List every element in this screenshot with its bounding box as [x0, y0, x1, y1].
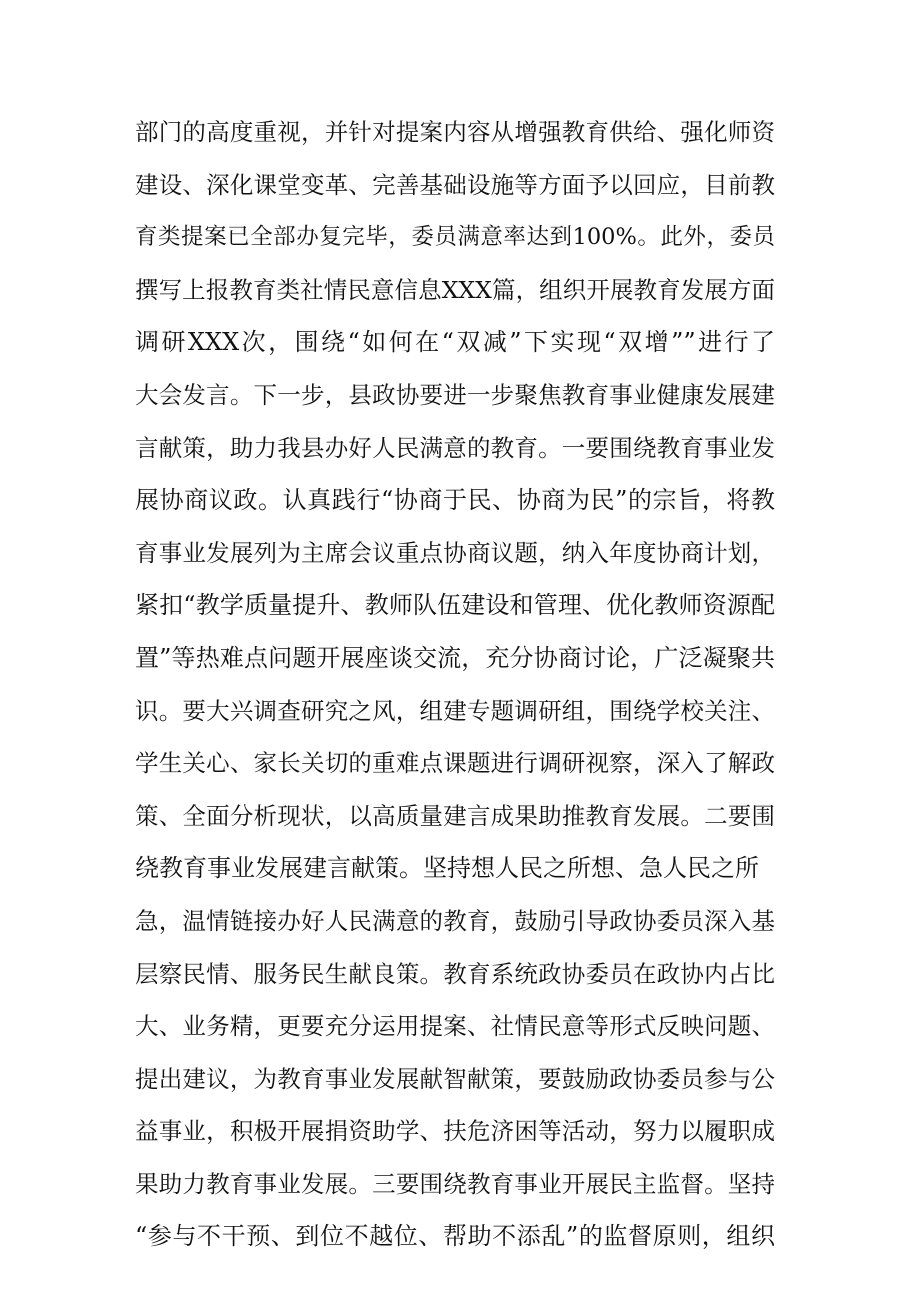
text-line-17: 层察民情、服务民生献良策。教育系统政协委员在政协内占比 — [135, 959, 775, 988]
text-line-7: 言献策，助力我县办好人民满意的教育。一要围绕教育事业发 — [135, 433, 775, 462]
text-line-10: 紧扣“教学质量提升、教师队伍建设和管理、优化教师资源配 — [135, 591, 775, 620]
text-line-14: 策、全面分析现状，以高质量建言成果助推教育发展。二要围 — [135, 801, 775, 830]
text-line-9: 育事业发展列为主席会议重点协商议题，纳入年度协商计划， — [135, 538, 775, 567]
text-line-6: 大会发言。下一步，县政协要进一步聚焦教育事业健康发展建 — [135, 380, 775, 409]
text-line-5: 调研XXX次，围绕“如何在“双减”下实现“双增””进行了 — [135, 328, 775, 357]
text-line-4: 撰写上报教育类社情民意信息XXX篇，组织开展教育发展方面 — [135, 275, 775, 304]
text-line-13: 学生关心、家长关切的重难点课题进行调研视察，深入了解政 — [135, 749, 775, 778]
text-line-16: 急，温情链接办好人民满意的教育，鼓励引导政协委员深入基 — [135, 906, 775, 935]
text-line-19: 提出建议，为教育事业发展献智献策，要鼓励政协委员参与公 — [135, 1064, 775, 1093]
text-line-20: 益事业，积极开展捐资助学、扶危济困等活动，努力以履职成 — [135, 1117, 775, 1146]
text-line-3: 育类提案已全部办复完毕，委员满意率达到100%。此外，委员 — [135, 224, 775, 251]
body-paragraph — [135, 106, 775, 1263]
text-line-12: 识。要大兴调查研究之风，组建专题调研组，围绕学校关注、 — [135, 696, 775, 725]
text-line-18: 大、业务精，更要充分运用提案、社情民意等形式反映问题、 — [135, 1012, 775, 1041]
text-line-15: 绕教育事业发展建言献策。坚持想人民之所想、急人民之所 — [135, 854, 759, 883]
text-line-11: 置”等热难点问题开展座谈交流，充分协商讨论，广泛凝聚共 — [135, 643, 775, 672]
text-line-8: 展协商议政。认真践行“协商于民、协商为民”的宗旨，将教 — [135, 486, 775, 515]
text-line-2: 建设、深化课堂变革、完善基础设施等方面予以回应，目前教 — [135, 170, 775, 199]
text-line-21: 果助力教育事业发展。三要围绕教育事业开展民主监督。坚持 — [135, 1169, 775, 1198]
text-line-1: 部门的高度重视，并针对提案内容从增强教育供给、强化师资 — [135, 118, 775, 146]
text-line-22: “参与不干预、到位不越位、帮助不添乱”的监督原则，组织 — [135, 1222, 775, 1251]
